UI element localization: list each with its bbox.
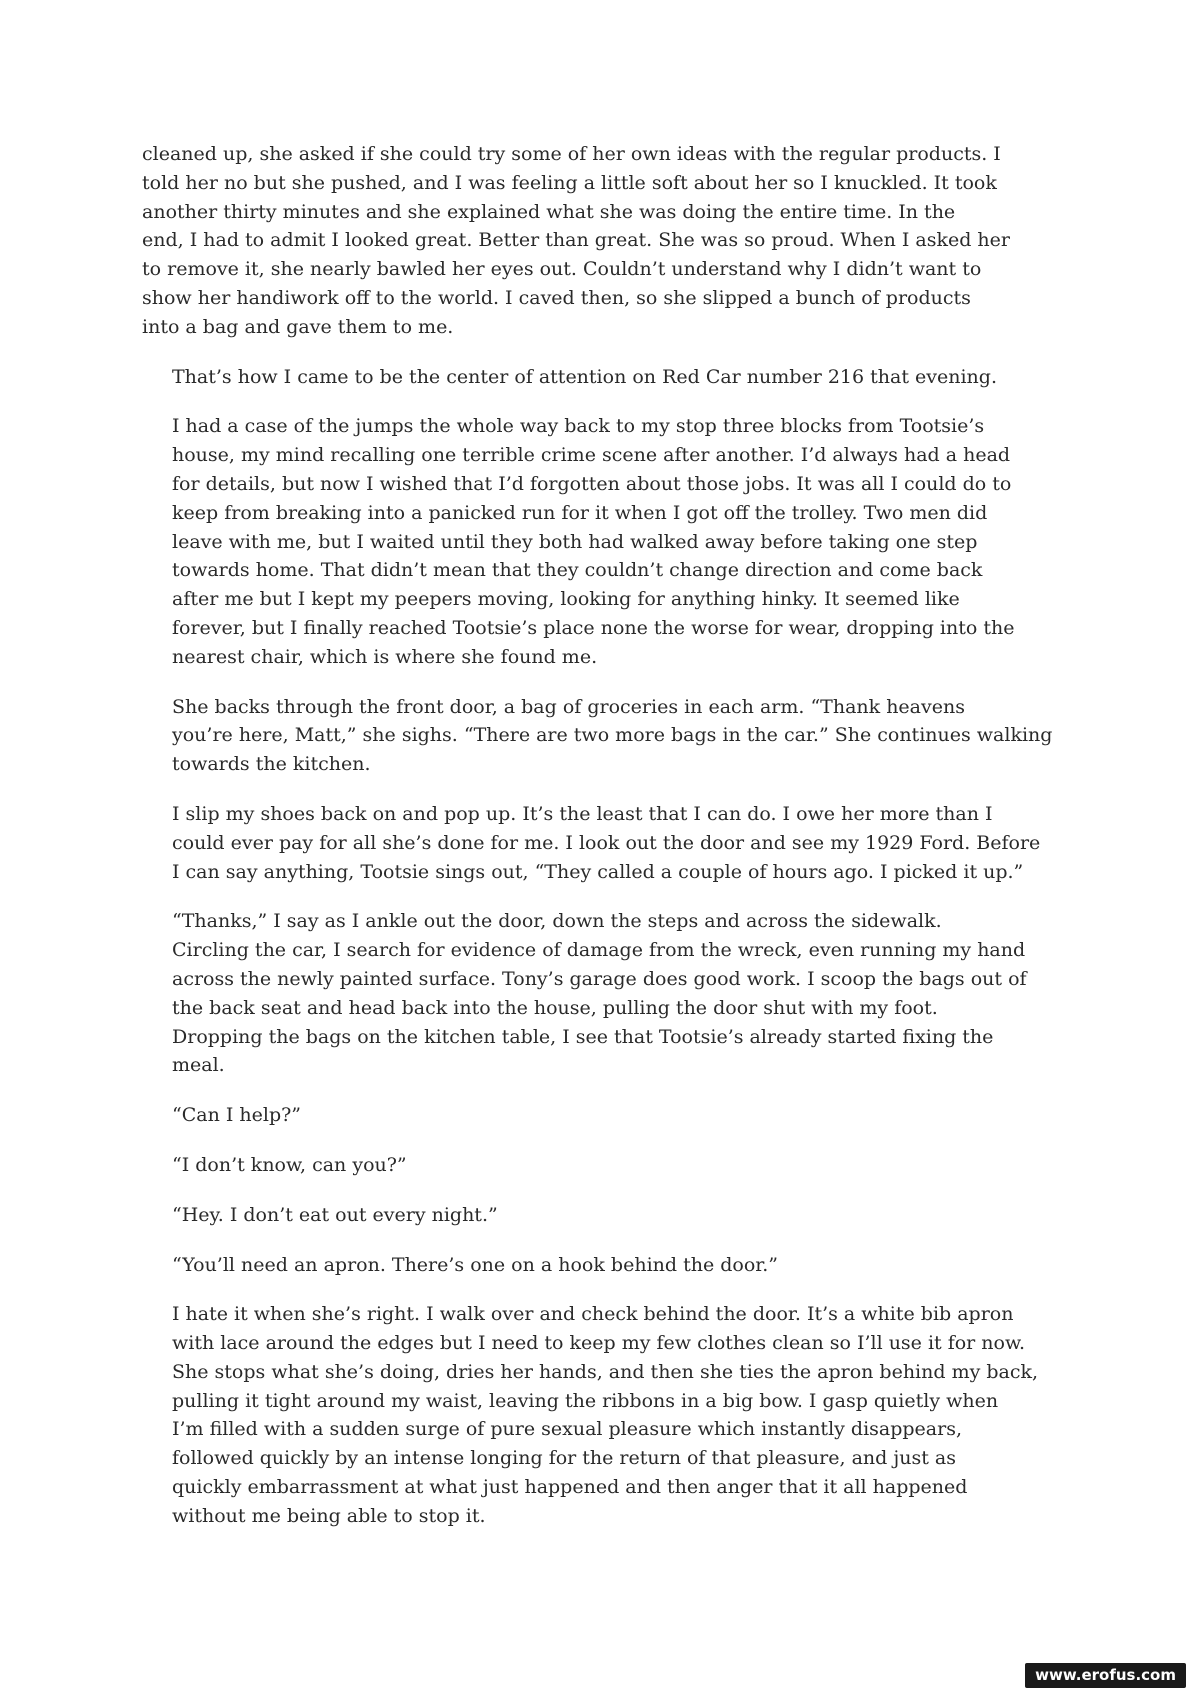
text-line: house, my mind recalling one terrible crime scene after another. I’d always had a head [172,444,1011,467]
text-line: That’s how I came to be the center of attention on Red Car number 216 that evening. [172,365,997,388]
text-line: for details, but now I wished that I’d forgotten about those jobs. It was all I could do to [172,472,1012,495]
paragraph [142,907,1062,1080]
text-line: “Can I help?” [172,1104,302,1127]
text-line: with lace around the edges but I need to keep my few clothes clean so I’ll use it for now. [172,1332,1026,1355]
text-line: forever, but I finally reached Tootsie’s place none the worse for wear, dropping into the [172,616,1015,639]
text-line: I hate it when she’s right. I walk over and check behind the door. It’s a white bib apron [172,1303,1014,1326]
text-line: She backs through the front door, a bag of groceries in each arm. “Thank heavens [172,695,965,718]
text-line: the back seat and head back into the house, pulling the door shut with my foot. [172,996,938,1019]
text-line: keep from breaking into a panicked run for it when I got off the trolley. Two men did [172,501,988,524]
paragraph [142,693,1062,779]
text-line: I can say anything, Tootsie sings out, “They called a couple of hours ago. I picked it up.” [172,860,1024,883]
text-line: to remove it, she nearly bawled her eyes out. Couldn’t understand why I didn’t want to [142,258,982,281]
text-line: you’re here, Matt,” she sighs. “There are two more bags in the car.” She continues walking [172,724,1053,747]
site-watermark: www.erofus.com [1025,1663,1186,1688]
text-line: She stops what she’s doing, dries her hands, and then she ties the apron behind my back, [172,1360,1039,1383]
text-line: Dropping the bags on the kitchen table, I see that Tootsie’s already started fixing the [172,1025,994,1048]
text-line: I’m filled with a sudden surge of pure sexual pleasure which instantly disappears, [172,1418,963,1441]
text-line: meal. [172,1054,225,1077]
text-line: show her handiwork off to the world. I caved then, so she slipped a bunch of products [142,286,971,309]
text-line: “I don’t know, can you?” [172,1153,407,1176]
text-line: without me being able to stop it. [172,1504,486,1527]
text-line: could ever pay for all she’s done for me. I look out the door and see my 1929 Ford. Before [172,831,1041,854]
text-line: I had a case of the jumps the whole way back to my stop three blocks from Tootsie’s [172,415,985,438]
text-line: told her no but she pushed, and I was feeling a little soft about her so I knuckled. It took [142,171,997,194]
text-line: pulling it tight around my waist, leaving the ribbons in a big bow. I gasp quietly when [172,1389,999,1412]
text-line: towards the kitchen. [172,753,371,776]
text-line: leave with me, but I waited until they both had walked away before taking one step [172,530,978,553]
text-line: towards home. That didn’t mean that they couldn’t change direction and come back [172,559,983,582]
paragraph [142,1201,1062,1230]
text-line: quickly embarrassment at what just happened and then anger that it all happened [172,1476,968,1499]
text-line: nearest chair, which is where she found me. [172,645,598,668]
paragraph [142,1251,1062,1280]
paragraph [142,140,1062,342]
paragraph [142,1300,1062,1530]
text-line: Circling the car, I search for evidence of damage from the wreck, even running my hand [172,939,1026,962]
text-line: across the newly painted surface. Tony’s garage does good work. I scoop the bags out of [172,967,1027,990]
text-line: another thirty minutes and she explained what she was doing the entire time. In the [142,200,956,223]
text-line: “You’ll need an apron. There’s one on a hook behind the door.” [172,1253,779,1276]
text-line: end, I had to admit I looked great. Better than great. She was so proud. When I asked her [142,229,1010,252]
paragraph [142,800,1062,886]
paragraph [142,363,1062,392]
paragraph [142,1151,1062,1180]
paragraph [142,1101,1062,1130]
text-line: followed quickly by an intense longing for the return of that pleasure, and just as [172,1447,956,1470]
text-line: after me but I kept my peepers moving, looking for anything hinky. It seemed like [172,588,960,611]
body-text [142,140,1062,1552]
text-line: “Hey. I don’t eat out every night.” [172,1203,498,1226]
text-line: cleaned up, she asked if she could try some of her own ideas with the regular products. I [142,143,1001,165]
text-line: I slip my shoes back on and pop up. It’s the least that I can do. I owe her more than I [172,802,993,825]
paragraph [142,412,1062,671]
text-line: into a bag and gave them to me. [142,315,454,338]
text-line: “Thanks,” I say as I ankle out the door, down the steps and across the sidewalk. [172,910,942,933]
